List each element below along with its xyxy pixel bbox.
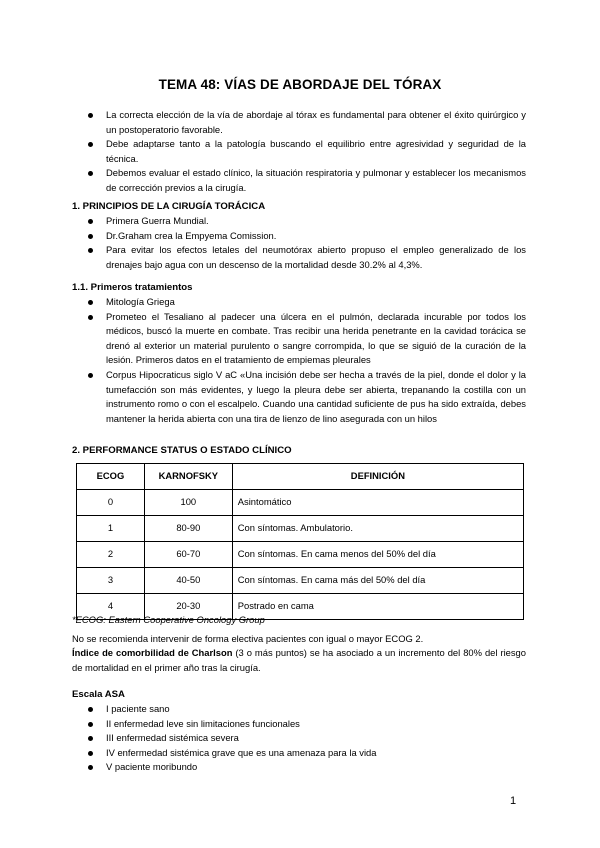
table-cell: 3 (77, 568, 145, 594)
table-cell: 100 (144, 490, 232, 516)
charlson-index-term: Índice de comorbilidad de Charlson (72, 647, 233, 658)
list-item: IV enfermedad sistémica grave que es una amenaza para la vida (86, 746, 526, 761)
table-cell: Postrado en cama (232, 594, 523, 620)
section-heading-2: 2. PERFORMANCE STATUS O ESTADO CLÍNICO (72, 445, 292, 456)
table-row (77, 568, 524, 594)
list-item: II enfermedad leve sin limitaciones funcionales (86, 717, 526, 732)
list-item: III enfermedad sistémica severa (86, 731, 526, 746)
list-item: Mitología Griega (86, 295, 526, 310)
table-cell: Asintomático (232, 490, 523, 516)
section1-1-bullet-list (86, 295, 526, 426)
performance-status-table (76, 463, 524, 620)
column-header: KARNOFSKY (144, 464, 232, 490)
column-header: DEFINICIÓN (232, 464, 523, 490)
table-cell: 80-90 (144, 516, 232, 542)
section1-bullet-list (86, 214, 526, 272)
page-number: 1 (510, 795, 517, 807)
list-item: Corpus Hipocraticus siglo V aC «Una incisión debe ser hecha a través de la piel, donde el dolor y la tumefacción son más evidentes, y luego la pleura debe ser abierta, trepanando la costilla con un instrumento romo o con el escalpelo. Cuando una cantidad suficiente de pus ha sido extraída, debes mantener la herida abierta con una tira de lienzo de lino asegurada con un hilos (86, 368, 526, 426)
list-item: Debe adaptarse tanto a la patología buscando el equilibrio entre agresividad y seguridad de la técnica. (86, 137, 526, 166)
list-item: Debemos evaluar el estado clínico, la situación respiratoria y pulmonar y establecer los mecanismos de corrección previos a la cirugía. (86, 166, 526, 195)
ecog-paragraph: No se recomienda intervenir de forma electiva pacientes con igual o mayor ECOG 2. (72, 633, 424, 644)
table-cell: 40-50 (144, 568, 232, 594)
list-item: La correcta elección de la vía de abordaje al tórax es fundamental para obtener el éxito quirúrgico y un postoperatorio favorable. (86, 108, 526, 137)
table-cell: Con síntomas. En cama menos del 50% del día (232, 542, 523, 568)
table-cell: Con síntomas. En cama más del 50% del día (232, 568, 523, 594)
table-cell: Con síntomas. Ambulatorio. (232, 516, 523, 542)
table-footnote: *ECOG: Eastern Cooperative Oncology Group (72, 614, 265, 625)
page-title: TEMA 48: VÍAS DE ABORDAJE DEL TÓRAX (158, 77, 442, 92)
table-header-row (77, 464, 524, 490)
list-item: Prometeo el Tesaliano al padecer una úlcera en el pulmón, declarada incurable por todos los médicos, buscó la muerte en combate. Tras recibir una herida penetrante en la cavidad torácica se drenó al exterior un material purulento o sangre corrompida, lo que se siguió de la curación de la lesión. Primeros datos en el tratamiento de empiemas pleurales (86, 310, 526, 368)
table-cell: 20-30 (144, 594, 232, 620)
list-item: Para evitar los efectos letales del neumotórax abierto propuso el empleo generalizado de los drenajes bajo agua con un descenso de la mortalidad desde 30.2% al 4,3%. (86, 243, 526, 272)
table-cell: 1 (77, 516, 145, 542)
table-cell: 2 (77, 542, 145, 568)
charlson-paragraph-text: (3 o más puntos) se ha asociado a un incremento del 80% del riesgo de mortalidad en el primer año tras la cirugía. (72, 647, 526, 673)
list-item: V paciente moribundo (86, 760, 526, 775)
list-item: Primera Guerra Mundial. (86, 214, 526, 229)
intro-bullet-list (86, 108, 526, 196)
table-row (77, 516, 524, 542)
charlson-paragraph (72, 646, 526, 675)
section-heading-1: 1. PRINCIPIOS DE LA CIRUGÍA TORÁCICA (72, 201, 266, 212)
asa-heading: Escala ASA (72, 689, 125, 700)
table-cell: 4 (77, 594, 145, 620)
list-item: I paciente sano (86, 702, 526, 717)
table-cell: 60-70 (144, 542, 232, 568)
asa-bullet-list (86, 702, 526, 775)
section-heading-1-1: 1.1. Primeros tratamientos (72, 282, 193, 293)
list-item: Dr.Graham crea la Empyema Comission. (86, 229, 526, 244)
column-header: ECOG (77, 464, 145, 490)
table-cell: 0 (77, 490, 145, 516)
table-row (77, 490, 524, 516)
table-row (77, 542, 524, 568)
